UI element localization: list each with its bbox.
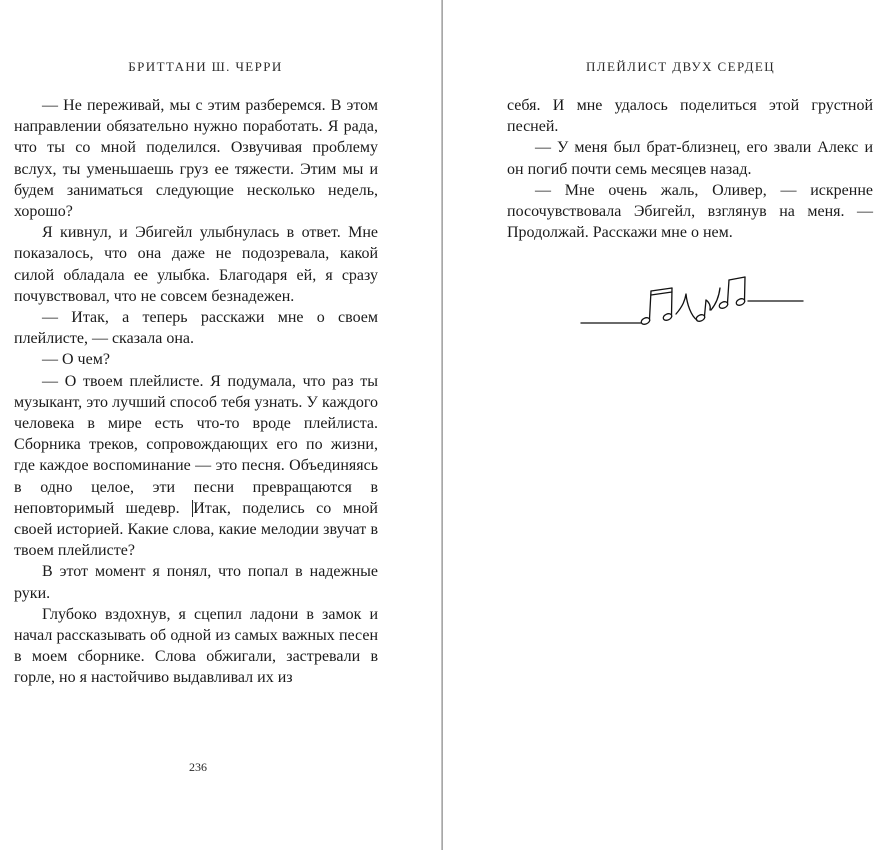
paragraph-part: — О твоем плейлисте. Я подумала, что раз ты музыкант, это лучший способ тебя узнать. У каждого человека в мире есть что-то вроде плейлиста. Сборника треков, сопровождающих его по жизни, где каждое воспоминание — это песня. Объединяясь в одно целое, эти песни превращаются в неповторимый шедевр. xyxy=(14,372,378,517)
paragraph: Глубоко вздохнув, я сцепил ладони в замок и начал рассказывать об одной из самых важных песен в моем сборнике. Слова обжигали, застревали в горле, но я настойчиво выдавливал их из xyxy=(14,605,378,687)
paragraph-part: Итак, поделись со мной своей историей. Какие слова, какие мелодии звучат в твоем плейлисте? xyxy=(14,499,378,560)
running-head-title: ПЛЕЙЛИСТ ДВУХ СЕРДЕЦ xyxy=(586,59,775,74)
paragraph: — О чем? xyxy=(42,351,110,369)
left-page-text xyxy=(14,95,378,689)
paragraph: — Мне очень жаль, Оливер, — искренне посочувствовала Эбигейл, взглянув на меня. — Продолжай. Расскажи мне о нем. xyxy=(507,181,873,242)
paragraph: В этот момент я понял, что попал в надежные руки. xyxy=(14,563,378,602)
page-number: 236 xyxy=(189,760,207,774)
paragraph xyxy=(14,371,378,562)
music-notes-divider-icon xyxy=(579,274,805,330)
running-head-author: БРИТТАНИ Ш. ЧЕРРИ xyxy=(128,59,283,74)
right-page-text xyxy=(507,95,873,243)
paragraph: — У меня был брат-близнец, его звали Алекс и он погиб почти семь месяцев назад. xyxy=(507,139,873,178)
paragraph: — Итак, а теперь расскажи мне о своем плейлисте, — сказала она. xyxy=(14,309,378,348)
right-page xyxy=(443,0,882,850)
paragraph: себя. И мне удалось поделиться этой грустной песней. xyxy=(507,97,873,136)
paragraph: — Не переживай, мы с этим разберемся. В этом направлении обязательно нужно поработать. Я рада, что ты со мной поделился. Озвучивая проблему вслух, ты уменьшаешь груз ее тяжести. Этим мы и будем заниматься следующие несколько недель, хорошо? xyxy=(14,97,378,221)
paragraph: Я кивнул, и Эбигейл улыбнулась в ответ. Мне показалось, что она даже не подозревала, какой силой обладала ее улыбка. Благодаря ей, я сразу почувствовал, что не совсем безнадежен. xyxy=(14,224,378,305)
